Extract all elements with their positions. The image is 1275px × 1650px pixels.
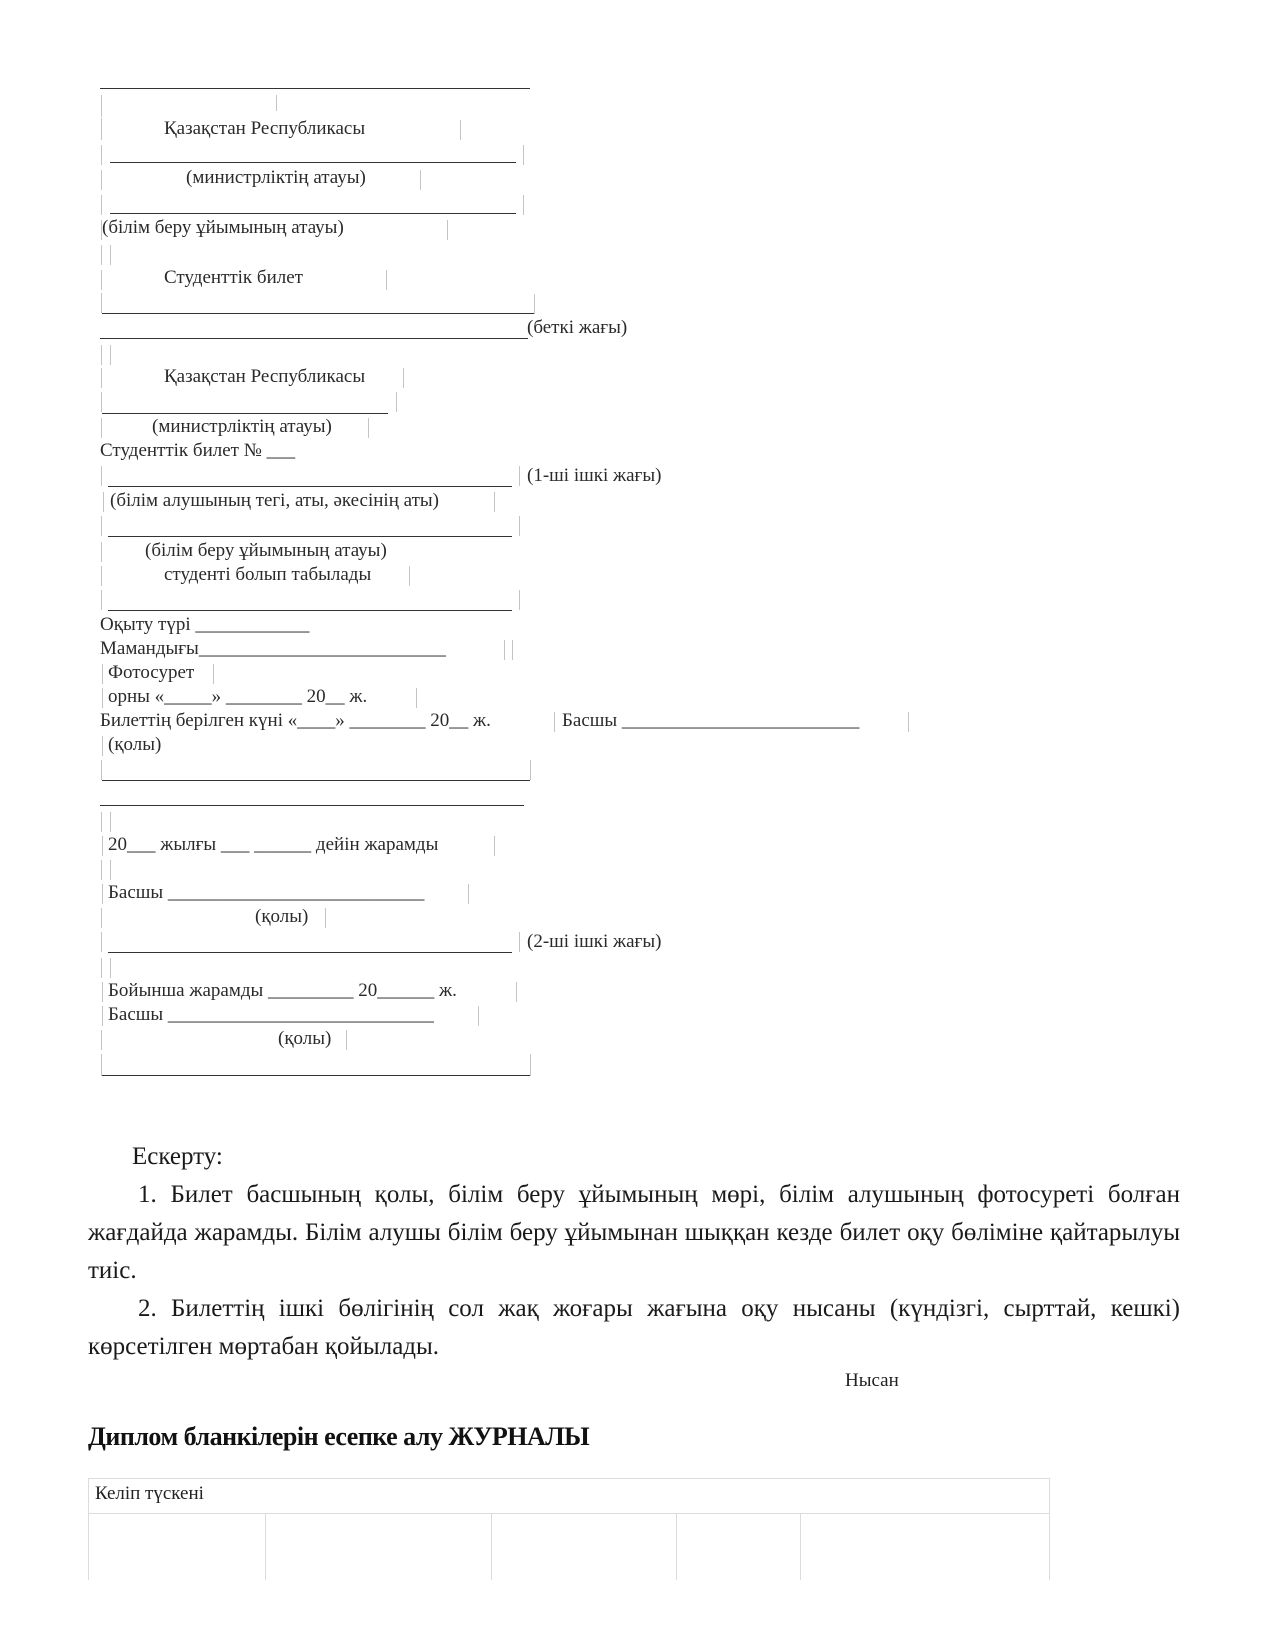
border [102,664,103,684]
border [101,118,102,140]
border [102,836,103,856]
specialty-field: Мамандығы__________________________ [100,638,446,659]
border [416,688,417,708]
border [101,245,102,265]
border [346,1030,347,1050]
rule [108,536,512,537]
notes-heading: Ескерту: [132,1143,223,1170]
rule [108,952,512,953]
border [523,195,524,215]
border [386,270,387,290]
border [101,392,102,412]
border [102,1006,103,1026]
border [102,736,103,756]
study-form-field: Оқыту түрі ____________ [100,614,310,635]
rule [108,486,512,487]
border [530,760,531,780]
border [101,958,102,978]
border [516,982,517,1002]
journal-title: Диплом бланкілерін есепке алу ЖУРНАЛЫ [88,1422,590,1451]
rule [100,88,530,89]
table-cell [801,1514,1050,1581]
border [101,1030,102,1050]
border [276,95,277,111]
rule [102,1075,530,1076]
border [102,982,103,1002]
signature-caption: (қолы) [108,734,162,755]
table-cell [677,1514,801,1581]
table-cell [492,1514,677,1581]
inner2-side-label: (2-ші ішкі жағы) [527,931,662,952]
border [101,368,102,388]
border [101,220,102,240]
border [403,368,404,388]
border [110,958,111,978]
border [504,640,505,660]
front-org-caption: (білім беру ұйымының атауы) [102,217,344,238]
header-cell-received: Келіп түскені [89,1479,1050,1514]
rule [110,162,516,163]
front-side-label: (беткі жағы) [527,317,628,338]
border [478,1006,479,1026]
border [420,170,421,190]
issue-date-field: Билеттің берілген күні «____» ________ 20__ ж. [100,710,491,731]
rule [108,610,512,611]
border [519,590,520,610]
inner2-head-field: Басшы ___________________________ [108,882,425,903]
head-signature-field: Басшы _________________________ [562,710,860,731]
border [101,170,102,190]
border [460,120,461,140]
border [101,293,102,313]
note-item-1: 1. Билет басшының қолы, білім беру ұйымының мөрі, білім алушының фотосуреті болған жағдайда жарамды. Білім алушы білім беру ұйымынан шыққан кезде билет оқу бөліміне қайтарылуы тиіс. [88,1181,1180,1284]
photo-place-date: орны «_____» ________ 20__ ж. [108,686,368,707]
border [494,492,495,512]
border [101,145,102,165]
border [101,516,102,536]
note-item-2: 2. Билеттің ішкі бөлігінің сол жақ жоғары жағына оқу нысаны (күндізгі, сырттай, кешкі) көрсетілген мөртабан қойылады. [88,1295,1180,1360]
rule [102,413,388,414]
border [110,245,111,265]
border [101,590,102,610]
is-student-text: студенті болып табылады [164,564,372,585]
notes-section [88,1138,1180,1366]
journal-table [88,1478,1050,1580]
border [102,688,103,708]
border [101,542,102,562]
valid-until-field: 20___ жылғы ___ ______ дейін жарамды [108,834,439,855]
border [110,860,111,880]
border [101,466,102,486]
inner1-country: Қазақстан Республикасы [164,366,366,387]
border [447,220,448,240]
border [213,664,214,684]
inner2-signature2-caption: (қолы) [278,1028,332,1049]
rule [100,338,528,339]
border [101,195,102,215]
rule [102,313,534,314]
inner1-side-label: (1-ші ішкі жағы) [527,465,662,486]
ticket-number: Студенттік билет № ___ [100,440,296,461]
student-name-caption: (білім алушының тегі, аты, әкесінің аты) [110,490,439,511]
border [101,932,102,952]
border [110,345,111,365]
border [468,884,469,904]
border [101,908,102,928]
border [101,345,102,365]
inner1-org-caption: (білім беру ұйымының атауы) [145,540,387,561]
border [101,812,102,832]
table-cell [266,1514,492,1581]
front-ministry-caption: (министрліктің атауы) [186,167,366,188]
border [103,492,104,512]
inner2-signature-caption: (қолы) [255,906,309,927]
border [101,860,102,880]
front-country: Қазақстан Республикасы [164,118,366,139]
border [101,760,102,780]
photo-label: Фотосурет [108,662,195,683]
border [534,294,535,314]
table-cell [89,1514,266,1581]
front-ticket-title: Студенттік билет [164,267,303,288]
border [101,566,102,586]
table-row [89,1514,1050,1581]
border [512,640,513,660]
border [110,812,111,832]
border [368,418,369,438]
rule [100,805,524,806]
inner2-head2-field: Басшы ____________________________ [108,1004,434,1025]
border [523,145,524,165]
rule [102,780,530,781]
border [908,712,909,732]
rule [110,213,516,214]
border [101,95,102,117]
border [101,1054,102,1076]
border [409,566,410,586]
table-header-row [89,1479,1050,1514]
border [519,516,520,536]
border [102,884,103,904]
inner1-ministry-caption: (министрліктің атауы) [152,416,332,437]
border [101,270,102,290]
border [530,1054,531,1076]
border [519,932,520,952]
border [396,392,397,412]
valid-by-field: Бойынша жарамды _________ 20______ ж. [108,980,457,1001]
border [554,712,555,732]
border [519,466,520,486]
border [325,908,326,928]
border [494,836,495,856]
form-label: Нысан [845,1370,899,1391]
border [101,418,102,438]
